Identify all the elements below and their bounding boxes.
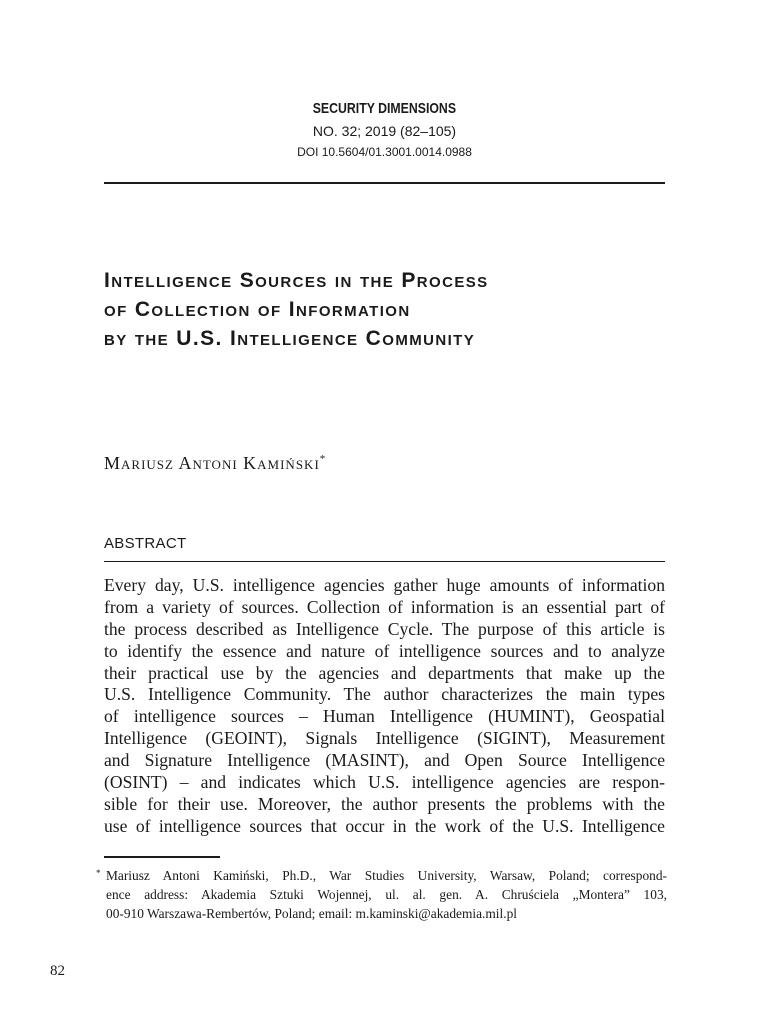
journal-name: SECURITY DIMENSIONS: [312, 100, 457, 117]
article-author: [104, 448, 326, 474]
abstract-line: from a variety of sources. Collection of information is an essential part of: [104, 596, 665, 617]
author-footnote-marker: *: [319, 453, 327, 465]
abstract-text: [104, 575, 665, 838]
abstract-line: and Signature Intelligence (MASINT), and Open Source Intelligence: [104, 750, 665, 771]
abstract-line: to identify the essence and nature of intelligence sources and to analyze: [104, 640, 665, 661]
abstract-line: the process described as Intelligence Cycle. The purpose of this article is: [104, 618, 665, 639]
footnote-line: 00-910 Warszawa-Rembertów, Poland; email: m.kaminski@akademia.mil.pl: [106, 906, 518, 921]
abstract-line: sible for their use. Moreover, the author presents the problems with the: [104, 793, 665, 814]
page-number: 82: [50, 963, 65, 979]
abstract-line: their practical use by the agencies and departments that make up the: [104, 662, 665, 683]
journal-header: [104, 99, 665, 161]
abstract-line: use of intelligence sources that occur in the work of the U.S. Intelligence: [104, 815, 665, 836]
title-line: Intelligence Sources in the Process: [104, 269, 489, 292]
footnote-marker: *: [96, 868, 101, 878]
abstract-divider: [104, 561, 665, 562]
abstract-line: (OSINT) – and indicates which U.S. intelligence agencies are respon-: [104, 772, 665, 793]
footnote-divider: [104, 856, 220, 858]
title-line: of Collection of Information: [104, 298, 411, 321]
footnote-line: Mariusz Antoni Kamiński, Ph.D., War Studies University, Warsaw, Poland; correspond-: [106, 868, 667, 883]
title-line: by the U.S. Intelligence Community: [104, 327, 476, 350]
abstract-line: Every day, U.S. intelligence agencies gather huge amounts of information: [104, 575, 665, 595]
header-divider: [104, 182, 665, 184]
abstract-heading: ABSTRACT: [104, 535, 187, 552]
abstract-line: Intelligence (GEOINT), Signals Intelligence (SIGINT), Measurement: [104, 728, 665, 749]
author-name: Mariusz Antoni Kamiński: [104, 453, 320, 473]
journal-issue: NO. 32; 2019 (82–105): [312, 123, 457, 139]
article-title: [104, 266, 704, 353]
footnote: [96, 866, 667, 923]
abstract-line: U.S. Intelligence Community. The author characterizes the main types: [104, 684, 665, 705]
footnote-line: ence address: Akademia Sztuki Wojennej, ul. al. gen. A. Chruściela „Montera” 103,: [106, 887, 667, 902]
journal-doi: DOI 10.5604/01.3001.0014.0988: [297, 145, 472, 159]
abstract-line: of intelligence sources – Human Intelligence (HUMINT), Geospatial: [104, 706, 665, 727]
